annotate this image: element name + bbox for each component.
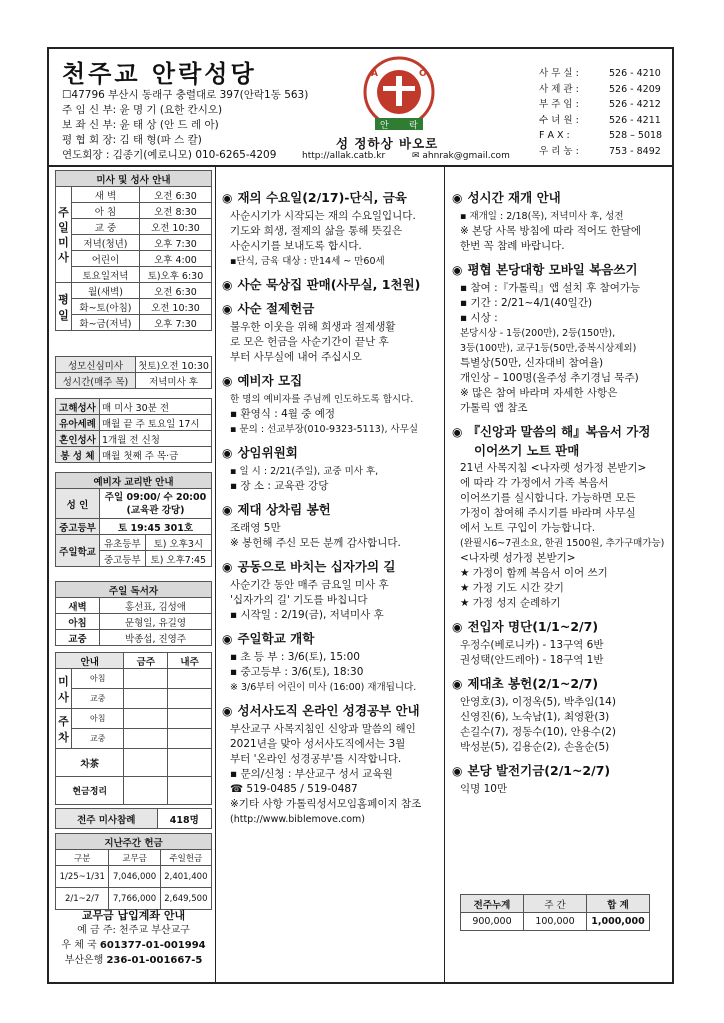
- mass-time: 오후 4:00: [139, 251, 211, 267]
- parking-label: 주차: [56, 709, 72, 749]
- mass-name: 저녁(청년): [72, 235, 140, 251]
- bullet-icon: ◉: [222, 374, 233, 388]
- contact-item: 사 무 실 : 526 - 4210: [539, 68, 661, 79]
- school-group: 중고등부: [100, 551, 146, 567]
- devotion-time: 첫토)오전 10:30: [136, 357, 212, 373]
- notice-line: ※ 많은 참여 바라며 자세한 사항은: [460, 387, 618, 399]
- logo-omega: O: [419, 69, 427, 79]
- contact-item: 우 리 농 : 753 - 8492: [539, 145, 661, 157]
- middle-schedule: 토 19:45 301호: [100, 519, 212, 535]
- mass-name: 월(새벽): [72, 283, 140, 299]
- tea-label: 차茶: [56, 749, 124, 777]
- website[interactable]: http://allak.catb.kr: [302, 151, 386, 161]
- sacrament-name: 봉 성 체: [56, 447, 100, 463]
- notice-line: ▪ 문의/신청 : 부산교구 성서 교육원: [230, 768, 393, 780]
- fund-head: 합 계: [587, 895, 650, 913]
- attendance-value: 418명: [157, 809, 212, 829]
- bullet-icon: ◉: [222, 302, 233, 316]
- mass-time: 오전 8:30: [139, 203, 211, 219]
- offering-title: 지난주간 헌금: [56, 834, 212, 850]
- mass-time: 오전 10:30: [139, 299, 211, 315]
- logo-an: 안: [380, 121, 389, 131]
- middle-column: [222, 182, 442, 827]
- mass-schedule-table: [55, 170, 212, 331]
- notice-line: ※ 3/6부터 어린이 미사 (16:00) 재개됩니다.: [230, 682, 417, 693]
- sunday-label: 주일미사: [56, 187, 72, 283]
- notice-line: 부터 사무실에 내어 주십시오: [230, 351, 362, 363]
- devotion-table: [55, 356, 212, 389]
- notice-line: 사순시기를 보내도록 합시다.: [230, 240, 362, 252]
- catechism-title: 예비자 교리반 안내: [56, 473, 212, 489]
- mass-time: 오후 7:30: [139, 235, 211, 251]
- post-account: 우 체 국 601377-01-001994: [61, 940, 206, 951]
- pastor: 주 임 신 부: 윤 명 기 (요한 칸시오): [62, 104, 223, 116]
- notice-line: 가정이 참여해 주시기를 바라며 사무실: [460, 507, 636, 519]
- notice-line: ※ 봉헌해 주신 모든 분께 감사합니다.: [230, 537, 401, 549]
- column-divider: [215, 167, 216, 984]
- notice-line: <나자렛 성가정 본받기>: [460, 552, 576, 564]
- mass-name: 교 중: [72, 219, 140, 235]
- notice-line: 개인상 – 100명(올주성 추기경님 묵주): [460, 372, 639, 384]
- notice-heading: ◉ 주일학교 개학: [222, 631, 315, 646]
- notice-line: ★ 가정이 함께 복음서 이어 쓰기: [460, 567, 608, 579]
- notice-line: 에서 노트 구입이 가능합니다.: [460, 522, 596, 534]
- offering-cell: 1/25~1/31: [56, 866, 109, 888]
- mass-time: 토)오후 6:30: [139, 267, 211, 283]
- finance-chair: 연도회장 : 김종기(예로니모) 010-6265-4209: [62, 149, 277, 161]
- contact-item: 부 주 임 : 526 - 4212: [539, 99, 661, 110]
- middle-label: 중고등부: [56, 519, 100, 535]
- notice-line: 권성택(안드레아) - 18구역 1반: [460, 654, 604, 666]
- contact-item: 수 녀 원 : 526 - 4211: [539, 114, 661, 126]
- offering-table: [55, 833, 212, 910]
- notice-line: ▪ 참여 :『가톨릭』앱 설치 후 참여가능: [460, 282, 641, 294]
- offering-head: 교무금: [109, 850, 160, 866]
- header-divider: [47, 165, 674, 167]
- adult-schedule: 주일 09:00/ 수 20:00 (교육관 강당): [100, 489, 212, 519]
- logo-alpha: A: [371, 69, 378, 79]
- notice-line: 익명 10만: [460, 783, 508, 795]
- mass-name: 화~금(저녁): [72, 315, 140, 331]
- notice-line: 한 명의 예비자를 주님께 인도하도록 합시다.: [230, 394, 414, 405]
- readers-table: [55, 581, 212, 646]
- notice-heading: ◉ 재의 수요일(2/17)-단식, 금육: [222, 190, 407, 205]
- notice-line: ▪ 중고등부 : 3/6(토), 18:30: [230, 666, 364, 678]
- notice-line: ▪ 시작일 : 2/19(금), 저녁미사 후: [230, 609, 384, 621]
- bullet-icon: ◉: [452, 677, 463, 691]
- account-info: [55, 908, 212, 968]
- notice-line: ▪단식, 금육 대상 : 만14세 ~ 만60세: [230, 256, 385, 267]
- sacrament-name: 혼인성사: [56, 431, 100, 447]
- email[interactable]: ✉ ahnrak@gmail.com: [412, 151, 510, 161]
- reader-mass: 아침: [56, 614, 100, 630]
- guide-head: 금주: [124, 653, 168, 669]
- sacrament-table: [55, 398, 212, 463]
- parish-title: 천주교 안락성당: [62, 59, 257, 88]
- cash-label: 현금정리: [56, 777, 124, 805]
- guide-head: 내주: [168, 653, 212, 669]
- council-president: 평 협 회 장: 김 태 형(파 스 칼): [62, 134, 202, 146]
- notice-line: 본당시상 - 1등(200만), 2등(150만),: [460, 328, 616, 339]
- patron-saint: 성 정하상 바오로: [336, 136, 439, 151]
- notice-line: 박성분(5), 김용순(2), 손올순(5): [460, 741, 610, 753]
- sacrament-info: 매월 첫째 주 목·금: [100, 447, 212, 463]
- offering-cell: 2/1~2/7: [56, 888, 109, 910]
- fund-table: [460, 894, 650, 931]
- bullet-icon: ◉: [222, 560, 233, 574]
- notice-heading: ◉ 공동으로 바치는 십자가의 길: [222, 559, 396, 574]
- notice-line: ▪ 초 등 부 : 3/6(토), 15:00: [230, 651, 360, 663]
- reader-mass: 새벽: [56, 598, 100, 614]
- notice-line: (http://www.biblemove.com): [230, 814, 365, 825]
- mass-time: 오전 10:30: [139, 219, 211, 235]
- notice-line: 2021년을 맞아 성서사도직에서는 3월: [230, 738, 406, 750]
- notice-heading-cont: 이어쓰기 노트 판매: [474, 443, 580, 458]
- contact-list: [539, 66, 662, 159]
- notice-line: 부산교구 사목지침인 신앙과 말씀의 해인: [230, 723, 416, 735]
- devotion-name: 성모신심미사: [56, 357, 136, 373]
- bullet-icon: ◉: [222, 446, 233, 460]
- school-time: 토) 오후7:45: [145, 551, 211, 567]
- notice-heading: ◉ 사순 절제헌금: [222, 301, 315, 316]
- sacrament-info: 매 미사 30분 전: [100, 399, 212, 415]
- notice-heading: ◉ 성시간 재개 안내: [452, 190, 561, 205]
- mass-time: 오전 6:30: [139, 283, 211, 299]
- parish-logo: [353, 56, 445, 134]
- contact-item: 사 제 관 : 526 - 4209: [539, 83, 661, 95]
- busan-account: 부산은행 236-01-001667-5: [64, 955, 203, 966]
- devotion-name: 성시간(매주 목): [56, 373, 136, 389]
- notice-heading: ◉ 제대초 봉헌(2/1~2/7): [452, 676, 599, 691]
- attendance-label: 전주 미사참례: [56, 809, 158, 829]
- mass-name: 아 침: [72, 203, 140, 219]
- contact-item: F A X : 528 – 5018: [539, 130, 663, 141]
- notice-line: 기도와 희생, 절제의 삶을 통해 뜻깊은: [230, 225, 403, 237]
- notice-line: 손길수(7), 정동수(10), 안용수(2): [460, 726, 616, 738]
- logo-rak: 락: [409, 121, 418, 131]
- offering-cell: 7,046,000: [109, 866, 160, 888]
- notice-heading: ◉ 『신앙과 말씀의 해』복음서 가정: [452, 424, 651, 439]
- notice-line: 에 따라 각 가정에서 가족 복음서: [460, 477, 609, 489]
- reader-names: 박종섭, 진영주: [100, 630, 212, 646]
- fund-value: 100,000: [524, 913, 587, 931]
- notice-heading: ◉ 사순 묵상집 판매(사무실, 1천원): [222, 277, 421, 292]
- catechism-table: [55, 472, 212, 567]
- notice-line: ★ 가정 성지 순례하기: [460, 597, 561, 609]
- assistant-pastor: 보 좌 신 부: 윤 태 상 (안 드 레 아): [62, 119, 219, 131]
- mass-time: 오후 7:30: [139, 315, 211, 331]
- notice-line: 부터 '온라인 성경공부'를 시작합니다.: [230, 753, 402, 765]
- notice-line: 21년 사목지침 <나자렛 성가정 본받기>: [460, 462, 647, 474]
- misa-label: 미사: [56, 669, 72, 709]
- notice-line: 이어쓰기를 실시합니다. 가능하면 모든: [460, 492, 636, 504]
- reader-names: 홍선표, 김성애: [100, 598, 212, 614]
- mass-name: 어린이: [72, 251, 140, 267]
- notice-heading: ◉ 예비자 모집: [222, 373, 303, 388]
- offering-head: 구분: [56, 850, 109, 866]
- notice-line: 사순시기가 시작되는 재의 수요일입니다.: [230, 210, 416, 222]
- sacrament-info: 1개월 전 신청: [100, 431, 212, 447]
- adult-label: 성 인: [56, 489, 100, 519]
- notice-line: 우정수(베로니카) - 13구역 6반: [460, 639, 604, 651]
- bullet-icon: ◉: [222, 191, 233, 205]
- guide-sub: 교중: [72, 729, 124, 749]
- mass-time: 오전 6:30: [139, 187, 211, 203]
- notice-heading: ◉ 평협 본당대항 모바일 복음쓰기: [452, 262, 638, 277]
- guide-head: 안내: [56, 653, 124, 669]
- guide-table: [55, 652, 212, 805]
- notice-line: 조래영 5만: [230, 522, 281, 534]
- address: ☐47796 부산시 동래구 충렬대로 397(안락1동 563): [62, 89, 309, 101]
- mass-title: 미사 및 성사 안내: [56, 171, 212, 187]
- bullet-icon: ◉: [222, 278, 233, 292]
- readers-title: 주일 독서자: [56, 582, 212, 598]
- account-title: 교무금 납입계좌 안내: [81, 909, 186, 922]
- offering-cell: 7,766,000: [109, 888, 160, 910]
- notice-line: 안영호(3), 이정옥(5), 박추임(14): [460, 696, 616, 708]
- notice-line: ▪ 기간 : 2/21~4/1(40일간): [460, 297, 593, 309]
- bullet-icon: ◉: [452, 425, 463, 439]
- bullet-icon: ◉: [452, 620, 463, 634]
- guide-sub: 아침: [72, 709, 124, 729]
- offering-cell: 2,401,400: [160, 866, 211, 888]
- notice-line: ▪ 시상 :: [460, 312, 498, 324]
- attendance-table: [55, 808, 212, 829]
- notice-line: 3등(100만), 교구1등(50만,중복시상제외): [460, 343, 637, 354]
- weekday-label: 평일: [56, 283, 72, 331]
- fund-value: 900,000: [461, 913, 524, 931]
- reader-mass: 교중: [56, 630, 100, 646]
- mass-name: 화~토(아침): [72, 299, 140, 315]
- fund-head: 주 간: [524, 895, 587, 913]
- notice-line: (완필시6~7권소요, 한권 1500원, 추가구매가능): [460, 538, 665, 549]
- bullet-icon: ◉: [222, 632, 233, 646]
- devotion-time: 저녁미사 후: [136, 373, 212, 389]
- notice-heading: ◉ 상임위원회: [222, 445, 298, 460]
- notice-heading: ◉ 성서사도직 온라인 성경공부 안내: [222, 703, 420, 718]
- notice-line: 불우한 이웃을 위해 희생과 절제생활: [230, 321, 396, 333]
- notice-line: 신영진(6), 노숙남(1), 최영환(3): [460, 711, 610, 723]
- notice-heading: ◉ 본당 발전기금(2/1~2/7): [452, 763, 611, 778]
- notice-line: 로 모은 헌금을 사순기간이 끝난 후: [230, 336, 389, 348]
- bullet-icon: ◉: [222, 503, 233, 517]
- notice-line: ▪ 재개일 : 2/18(목), 저녁미사 후, 성전: [460, 211, 624, 222]
- bullet-icon: ◉: [452, 191, 463, 205]
- sacrament-name: 유아세례: [56, 415, 100, 431]
- column-divider: [444, 167, 445, 984]
- offering-cell: 2,649,500: [160, 888, 211, 910]
- notice-line: 특별상(50만, 신자대비 참여율): [460, 357, 604, 369]
- notice-line: ▪ 장 소 : 교육관 강당: [230, 480, 329, 492]
- school-group: 유초등부: [100, 535, 146, 551]
- account-holder: 예 금 주: 천주교 부산교구: [77, 925, 190, 936]
- notice-line: ★ 가정 기도 시간 갖기: [460, 582, 564, 594]
- notice-line: ▪ 문의 : 선교부장(010-9323-5113), 사무실: [230, 424, 419, 435]
- school-time: 토) 오후3시: [145, 535, 211, 551]
- fund-value: 1,000,000: [587, 913, 650, 931]
- notice-line: ☎ 519-0485 / 519-0487: [230, 783, 358, 795]
- notice-line: ▪ 일 시 : 2/21(주일), 교중 미사 후,: [230, 466, 379, 477]
- notice-line: ※기타 사항 가톨릭성서모임홈페이지 참조: [230, 798, 422, 810]
- mass-name: 새 벽: [72, 187, 140, 203]
- bullet-icon: ◉: [452, 263, 463, 277]
- notice-line: 한번 꼭 참례 바랍니다.: [460, 240, 565, 252]
- bullet-icon: ◉: [452, 764, 463, 778]
- notice-heading: ◉ 전입자 명단(1/1~2/7): [452, 619, 599, 634]
- guide-sub: 교중: [72, 689, 124, 709]
- reader-names: 문형일, 유길영: [100, 614, 212, 630]
- guide-sub: 아침: [72, 669, 124, 689]
- fund-head: 전주누계: [461, 895, 524, 913]
- right-column: [452, 182, 670, 797]
- sacrament-name: 고해성사: [56, 399, 100, 415]
- notice-line: ▪ 환영식 : 4월 중 예정: [230, 408, 336, 420]
- offering-head: 주일헌금: [160, 850, 211, 866]
- notice-heading: ◉ 제대 상차림 봉헌: [222, 502, 331, 517]
- mass-name: 토요일저녁: [72, 267, 140, 283]
- bullet-icon: ◉: [222, 704, 233, 718]
- notice-line: 사순기간 동안 매주 금요일 미사 후: [230, 579, 389, 591]
- sacrament-info: 매월 끝 주 토요일 17시: [100, 415, 212, 431]
- notice-line: ※ 본당 사목 방침에 따라 적어도 한달에: [460, 225, 641, 237]
- school-label: 주일학교: [56, 535, 100, 567]
- notice-line: 가톨릭 앱 참조: [460, 402, 528, 414]
- notice-line: '십자가의 길' 기도를 바칩니다: [230, 594, 368, 606]
